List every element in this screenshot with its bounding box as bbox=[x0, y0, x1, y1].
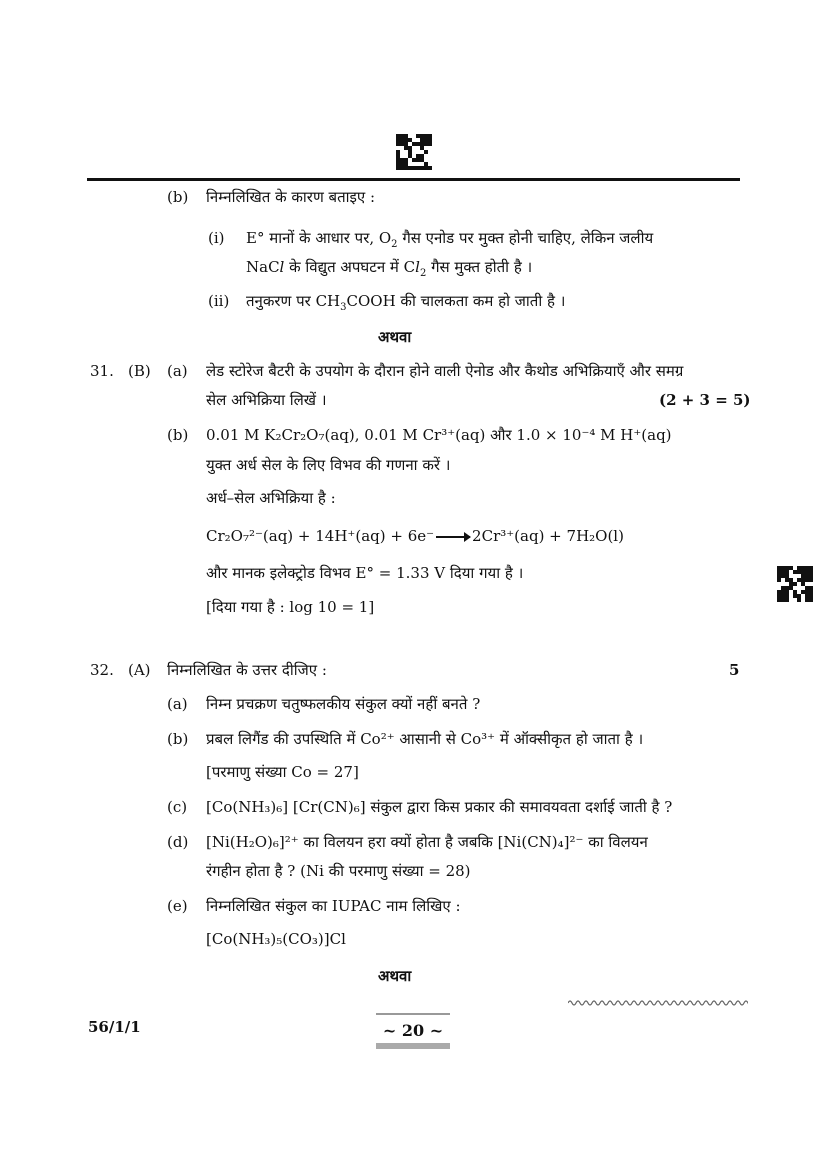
q32-c-text: [Co(NH₃)₆] [Cr(CN)₆] संकुल द्वारा किस प्रकार की समावयवता दर्शाई जाती है ? bbox=[206, 798, 673, 816]
q31-b-line2: युक्त अर्ध सेल के लिए विभव की गणना करें । bbox=[206, 456, 451, 474]
q32-b-text: प्रबल लिगैंड की उपस्थिति में Co²⁺ आसानी से Co³⁺ में ऑक्सीकृत हो जाता है । bbox=[206, 730, 644, 748]
q31-number: 31. bbox=[90, 362, 114, 380]
q31-half-cell: अर्ध–सेल अभिक्रिया है : bbox=[206, 489, 336, 507]
q32-d-label: (d) bbox=[167, 833, 189, 851]
q31-marks: (2 + 3 = 5) bbox=[659, 391, 751, 409]
q32-d-line2: रंगहीन होता है ? (Ni की परमाणु संख्या = 28) bbox=[206, 862, 471, 880]
prev-ii-label: (ii) bbox=[208, 292, 230, 310]
q31-given: [दिया गया है : log 10 = 1] bbox=[206, 598, 375, 616]
q32-part: (A) bbox=[128, 661, 151, 679]
qr-code-side-icon bbox=[777, 566, 813, 602]
prev-i-line1: E° मानों के आधार पर, $O_2$ गैस एनोड पर मुक्त होनी चाहिए, लेकिन जलीय bbox=[246, 229, 654, 250]
athva-2: अथवा bbox=[378, 967, 412, 985]
q32-b-label: (b) bbox=[167, 730, 189, 748]
q32-marks: 5 bbox=[729, 661, 740, 679]
paper-code: 56/1/1 bbox=[88, 1018, 141, 1036]
q32-number: 32. bbox=[90, 661, 114, 679]
q32-e-formula: [Co(NH₃)₅(CO₃)]Cl bbox=[206, 930, 346, 948]
page-number: ~ 20 ~ bbox=[382, 1021, 444, 1040]
prev-b-label: (b) bbox=[167, 188, 189, 206]
prev-b-text: निम्नलिखित के कारण बताइए : bbox=[206, 188, 376, 206]
qr-code-top-icon bbox=[396, 134, 432, 170]
athva-1: अथवा bbox=[378, 328, 412, 346]
q32-b-note: [परमाणु संख्या Co = 27] bbox=[206, 763, 359, 781]
q31-equation: Cr₂O₇²⁻(aq) + 14H⁺(aq) + 6e⁻ 2Cr³⁺(aq) + 7H₂O(l) bbox=[206, 527, 624, 545]
q31-a-line2: सेल अभिक्रिया लिखें । bbox=[206, 391, 327, 409]
q32-intro: निम्नलिखित के उत्तर दीजिए : bbox=[167, 661, 327, 679]
q31-b-label: (b) bbox=[167, 426, 189, 444]
prev-i-label: (i) bbox=[208, 229, 225, 247]
q31-part: (B) bbox=[128, 362, 151, 380]
q31-a-label: (a) bbox=[167, 362, 188, 380]
q32-e-label: (e) bbox=[167, 897, 188, 915]
q31-a-line1: लेड स्टोरेज बैटरी के उपयोग के दौरान होने वाली ऐनोड और कैथोड अभिक्रियाएँ और समग्र bbox=[206, 362, 684, 380]
q32-a-label: (a) bbox=[167, 695, 188, 713]
q31-std-potential: और मानक इलेक्ट्रोड विभव E° = 1.33 V दिया गया है । bbox=[206, 564, 524, 582]
prev-i-line2: NaCl के विद्युत अपघटन में $Cl_2$ गैस मुक्त होती है । bbox=[246, 258, 533, 279]
page-number-box bbox=[376, 1013, 450, 1049]
q32-d-line1: [Ni(H₂O)₆]²⁺ का विलयन हरा क्यों होता है जबकि [Ni(CN)₄]²⁻ का विलयन bbox=[206, 833, 648, 851]
prev-ii-text: तनुकरण पर $CH_3COOH$ की चालकता कम हो जाती है । bbox=[246, 292, 566, 313]
header-rule bbox=[87, 178, 740, 181]
continuation-squiggle-icon bbox=[568, 998, 748, 1008]
reaction-arrow-icon bbox=[436, 536, 470, 538]
q32-a-text: निम्न प्रचक्रण चतुष्फलकीय संकुल क्यों नहीं बनते ? bbox=[206, 695, 481, 713]
q32-c-label: (c) bbox=[167, 798, 188, 816]
q31-b-line1: 0.01 M K₂Cr₂O₇(aq), 0.01 M Cr³⁺(aq) और 1.0 × 10⁻⁴ M H⁺(aq) bbox=[206, 426, 672, 444]
q32-e-text: निम्नलिखित संकुल का IUPAC नाम लिखिए : bbox=[206, 897, 461, 915]
